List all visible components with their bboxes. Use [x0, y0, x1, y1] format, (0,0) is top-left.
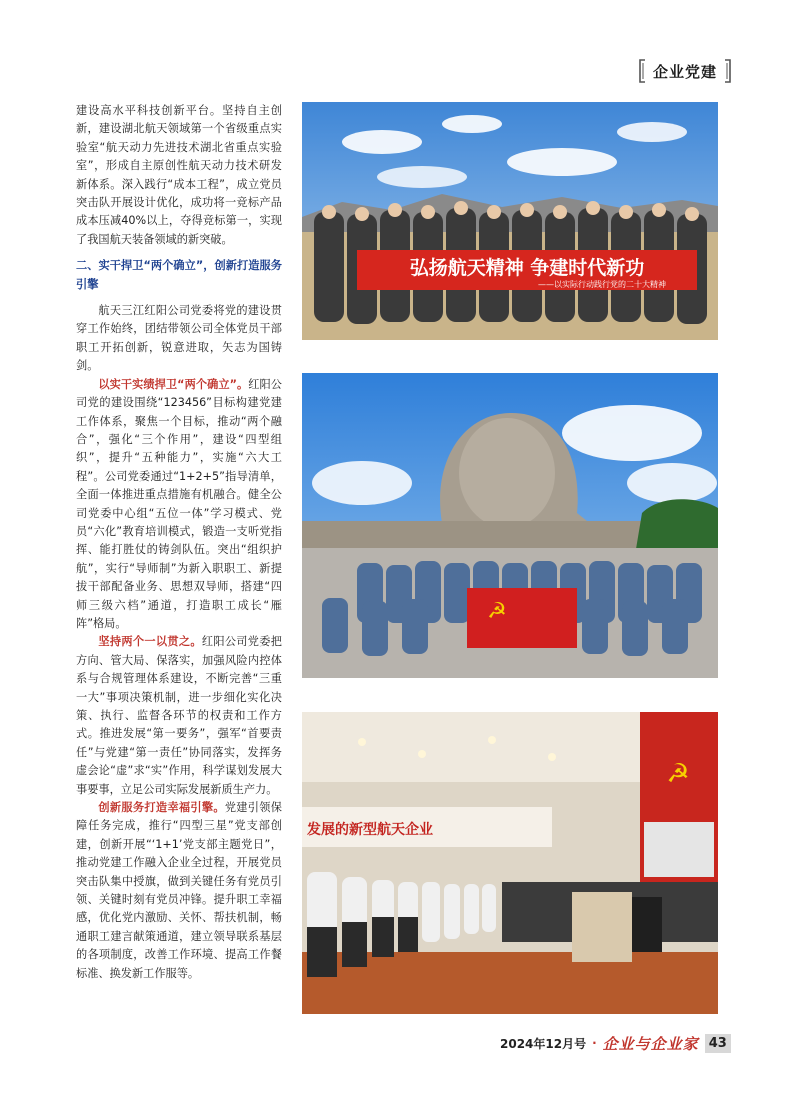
paragraph-5: [76, 799, 282, 983]
magazine-logo: 企业与企业家: [602, 1034, 699, 1053]
paragraph-4-body: 红阳公司党委把方向、管大局、保落实，加强风险内控体系与合规管理体系建设，不断完善“三重一大”事项决策机制，进一步细化实化决策、执行、监督各环节的权责和工作方式。推进发展“第一要务”，强军“首要责任”与党建“第一责任”协同落实，发挥务虚会论“虚”求“实”作用，科学谋划发展大事要事，立足公司实际发展新质生产力。: [76, 635, 282, 796]
section-label: 企业党建: [653, 62, 718, 81]
paragraph-3: [76, 376, 282, 634]
section-header: [637, 58, 733, 84]
page-number: 43: [705, 1034, 731, 1053]
group-photo-statue: [302, 373, 718, 678]
paragraph-2: 航天三江红阳公司党委将党的建设贯穿工作始终，团结带领公司全体党员干部职工开拓创新，锐意进取，矢志为国铸剑。: [76, 304, 282, 373]
paragraph-1: 建设高水平科技创新平台。坚持自主创新，建设湖北航天领域第一个省级重点实验室“航天动力先进技术湖北省重点实验室”，形成自主原创性航天动力技术研发新体系。深入践行“成本工程”，成立党员突击队开展设计优化，成功将一竞标产品成本压减40%以上，夺得竞标第一，实现了我国航天装备领域的新突破。: [76, 104, 282, 246]
paragraph-4-lead: 坚持两个一以贯之。: [98, 635, 202, 649]
meeting-hall-photo: [302, 712, 718, 1014]
left-bracket-icon: [637, 59, 647, 83]
screen-emblem-icon: ☭: [666, 759, 690, 789]
banner-main-text: 弘扬航天精神 争建时代新功: [409, 257, 645, 279]
right-bracket-icon: [723, 59, 733, 83]
paragraph-3-body: 红阳公司党的建设围绕“123456”目标构建党建工作体系，聚焦一个目标，推动“两个融合”，强化“三个作用”，建设“四型组织”，提升“五种能力”，实施“六大工程”。公司党委通过“1+2+5”指导清单，全面一体推进重点措施有机融合。健全公司党委中心组“五位一体”学习模式、党员“六化”教育培训模式，锻造一支听党指挥、能打胜仗的铸剑队伍。突出“组织护航”，实行“导师制”为新入职职工、新提拔干部配备业务、思想双导师，搭建“四师三级六档”通道，打造职工成长“雁阵”格局。: [76, 377, 282, 630]
party-emblem-icon: ☭: [487, 599, 507, 624]
footer-separator: ·: [592, 1036, 597, 1050]
wall-slogan-text: 发展的新型航天企业: [307, 822, 433, 838]
banner-sub-text: ——以实际行动践行党的二十大精神: [538, 280, 666, 289]
page-footer: [500, 1030, 731, 1056]
paragraph-3-lead: 以实干实绩捍卫“两个确立”。: [98, 377, 249, 391]
section-2-heading: 二、实干捍卫“两个确立”，创新打造服务引擎: [76, 259, 282, 291]
paragraph-5-lead: 创新服务打造幸福引擎。: [98, 801, 225, 815]
paragraph-4: [76, 633, 282, 799]
issue-date: 2024年12月号: [500, 1036, 587, 1051]
article-column: [76, 102, 282, 983]
paragraph-5-body: 党建引领保障任务完成，推行“四型三星”党支部创建，创新开展“‘1+1’党支部主题党日”，推动党建工作融入企业全过程，开展党员突击队集中授旗，做到关键任务有党员引领、关键时刻有党员冲锋。提升职工幸福感，优化党内激励、关怀、帮扶机制，畅通职工建言献策通道，建立领导联系基层的各项制度，改善工作环境、提高工作餐标准、换发新工作服等。: [76, 801, 282, 980]
group-photo-desert: [302, 102, 718, 340]
